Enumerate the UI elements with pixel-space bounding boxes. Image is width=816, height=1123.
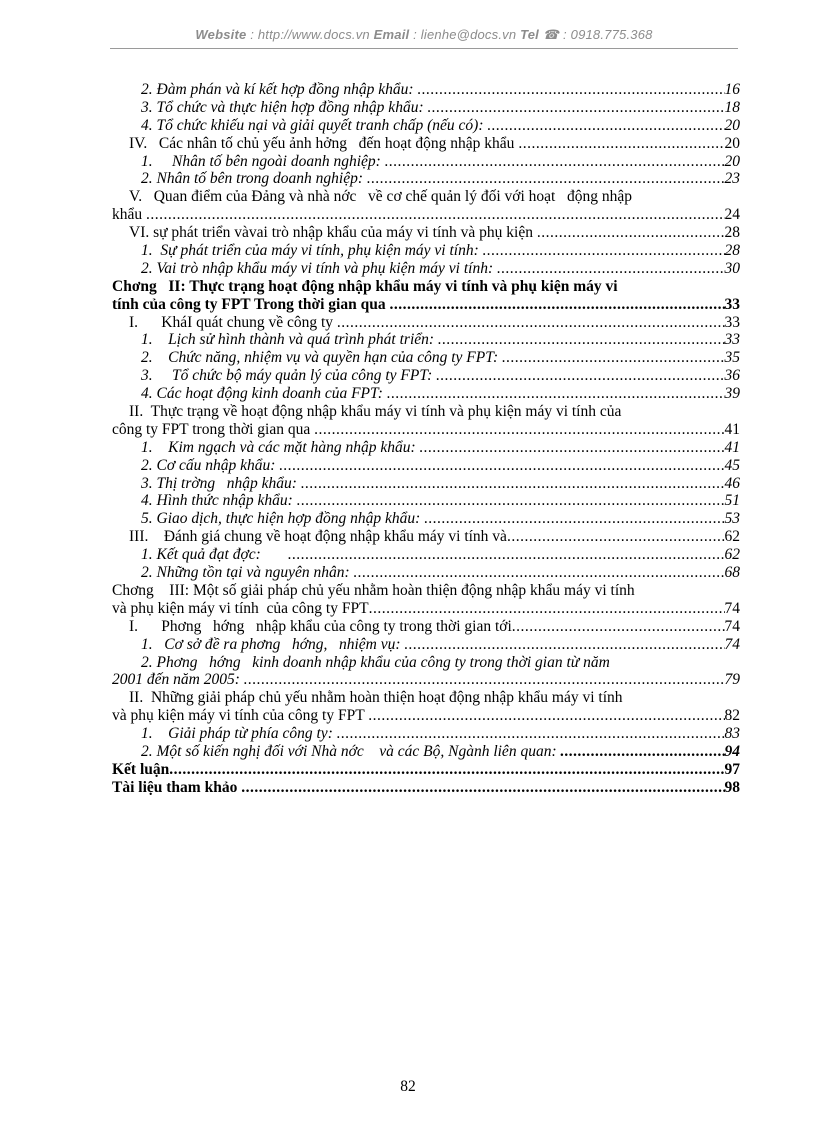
tel-number: ☎ : 0918.775.368 (539, 27, 653, 42)
toc-entry[interactable]: 1. Giải pháp từ phía công ty: ..... 83 (112, 725, 740, 743)
toc-entry[interactable]: II. Thực trạng về hoạt động nhập khẩu máy vi tính và phụ kiện máy vi tính của (129, 403, 622, 421)
toc-entry[interactable]: 4. Tổ chức khiếu nại và giải quyết tranh chấp (nếu có): ..... 20 (112, 117, 740, 135)
website-url: : http://www.docs.vn (246, 27, 374, 42)
table-of-contents (112, 81, 740, 797)
toc-entry[interactable]: 5. Giao dịch, thực hiện hợp đồng nhập khẩu: ..... 53 (112, 510, 740, 528)
tel-label: Tel (520, 27, 539, 42)
toc-entry[interactable]: 1. Nhân tố bên ngoài doanh nghiệp: ..... 20 (112, 153, 740, 171)
toc-entry[interactable]: 4. Hình thức nhập khẩu: ..... 51 (112, 492, 740, 510)
toc-entry[interactable]: 2. Vai trò nhập khẩu máy vi tính và phụ kiện máy vi tính: ..... 30 (112, 260, 740, 278)
toc-entry[interactable]: 2. Phơng hớng kinh doanh nhập khẩu của công ty trong thời gian từ năm (141, 653, 610, 671)
toc-entry[interactable]: 2. Những tồn tại và nguyên nhân: ..... 68 (112, 564, 740, 582)
toc-chapter-entry[interactable]: Chơng III: Một số giải pháp chủ yếu nhằm hoàn thiện động nhập khẩu máy vi tính (112, 581, 635, 599)
toc-entry[interactable]: 2. Cơ cấu nhập khẩu: ..... 45 (112, 457, 740, 475)
toc-entry[interactable]: 2. Một số kiến nghị đối với Nhà nớc và các Bộ, Ngành liên quan: ..... 94 (112, 743, 740, 761)
toc-entry[interactable]: 2. Đàm phán và kí kết hợp đồng nhập khẩu: ..... 16 (112, 81, 740, 99)
toc-entry[interactable]: và phụ kiện máy vi tính của công ty FPT ..... 82 (112, 707, 740, 725)
toc-entry[interactable]: 1. Cơ sở đề ra phơng hớng, nhiệm vụ: ..... 74 (112, 636, 740, 654)
toc-entry[interactable]: 1. Kết quả đạt đợc: ..... 62 (112, 546, 740, 564)
toc-chapter-entry[interactable]: và phụ kiện máy vi tính của công ty FPT ..... 74 (112, 600, 740, 618)
page-header (110, 27, 738, 43)
email-address: : lienhe@docs.vn (409, 27, 521, 42)
toc-entry[interactable]: 2001 đến năm 2005: ..... 79 (112, 671, 740, 689)
toc-entry[interactable]: 3. Tổ chức và thực hiện hợp đồng nhập khẩu: ..... 18 (112, 99, 740, 117)
toc-entry[interactable]: 3. Tổ chức bộ máy quản lý của công ty FPT: ..... 36 (112, 367, 740, 385)
website-label: Website (195, 27, 247, 42)
toc-entry[interactable]: 2. Chức năng, nhiệm vụ và quyền hạn của công ty FPT: ..... 35 (112, 349, 740, 367)
toc-entry[interactable]: II. Những giải pháp chủ yếu nhằm hoàn thiện hoạt động nhập khẩu máy vi tính (129, 689, 623, 707)
email-label: Email (373, 27, 410, 42)
toc-entry[interactable]: III. Đánh giá chung về hoạt động nhập khẩu máy vi tính và ..... 62 (112, 528, 740, 546)
toc-entry[interactable]: khẩu ..... 24 (112, 206, 740, 224)
header-divider (110, 48, 738, 49)
toc-references-entry[interactable]: Tài liệu tham khảo ..... 98 (112, 779, 740, 797)
page-number: 82 (400, 1078, 416, 1095)
toc-entry[interactable]: 2. Nhân tố bên trong doanh nghiệp: ..... 23 (112, 170, 740, 188)
toc-entry[interactable]: I. Phơng hớng nhập khẩu của công ty trong thời gian tới ..... 74 (112, 618, 740, 636)
toc-entry[interactable]: 1. Kim ngạch và các mặt hàng nhập khẩu: ..... 41 (112, 439, 740, 457)
toc-chapter-entry[interactable]: tính của công ty FPT Trong thời gian qua ..... 33 (112, 296, 740, 314)
toc-entry[interactable]: V. Quan điểm của Đảng và nhà nớc về cơ chế quản lý đối với hoạt động nhập (129, 188, 632, 206)
toc-conclusion-entry[interactable]: Kết luận ..... 97 (112, 761, 740, 779)
toc-chapter-entry[interactable]: Chơng II: Thực trạng hoạt động nhập khẩu máy vi tính và phụ kiện máy vi (112, 277, 618, 295)
toc-entry[interactable]: IV. Các nhân tố chủ yếu ảnh hởng đến hoạt động nhập khẩu ..... 20 (112, 135, 740, 153)
toc-entry[interactable]: công ty FPT trong thời gian qua ..... 41 (112, 421, 740, 439)
toc-entry[interactable]: 1. Lịch sử hình thành và quá trình phát triển: ..... 33 (112, 331, 740, 349)
toc-entry[interactable]: I. KháI quát chung về công ty ..... 33 (112, 314, 740, 332)
toc-entry[interactable]: VI. sự phát triển vàvai trò nhập khẩu của máy vi tính và phụ kiện ..... 28 (112, 224, 740, 242)
toc-entry[interactable]: 4. Các hoạt động kinh doanh của FPT: ..... 39 (112, 385, 740, 403)
toc-entry[interactable]: 1. Sự phát triển của máy vi tính, phụ kiện máy vi tính: ..... 28 (112, 242, 740, 260)
toc-entry[interactable]: 3. Thị trờng nhập khẩu: ..... 46 (112, 475, 740, 493)
